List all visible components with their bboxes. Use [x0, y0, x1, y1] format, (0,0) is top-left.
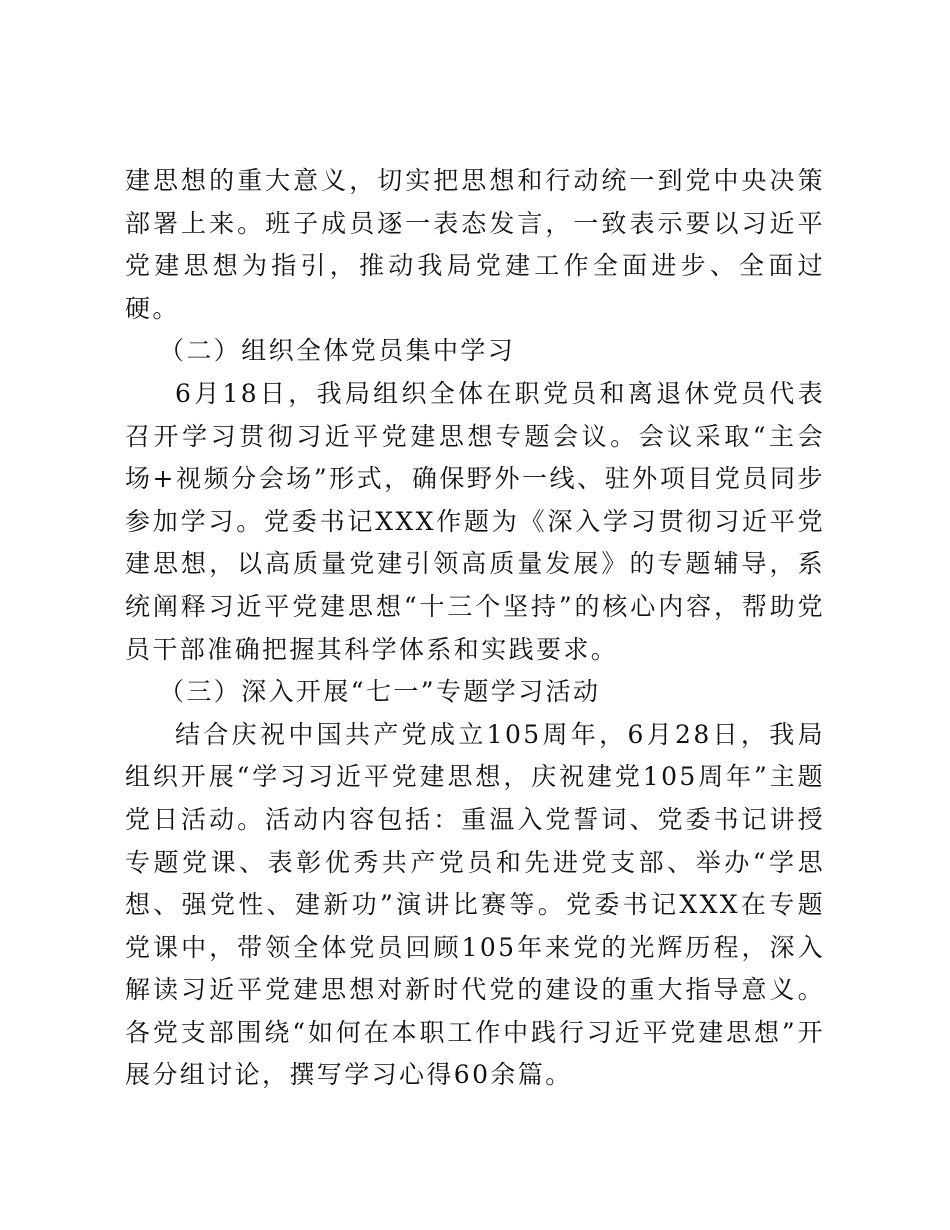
document-body — [125, 160, 825, 1097]
paragraph-july-first-activity: 结合庆祝中国共产党成立105周年，6月28日，我局组织开展“学习习近平党建思想，庆祝建党105周年”主题党日活动。活动内容包括：重温入党誓词、党委书记讲授专题党课、表彰优秀共产党员和先进党支部、举办“学思想、强党性、建新功”演讲比赛等。党委书记XXX在专题党课中，带领全体党员回顾105年来党的光辉历程，深入解读习近平党建思想对新时代党的建设的重大指导意义。各党支部围绕“如何在本职工作中践行习近平党建思想”开展分组讨论，撰写学习心得60余篇。 — [125, 719, 825, 1090]
paragraph-continuation: 建思想的重大意义，切实把思想和行动统一到党中央决策部署上来。班子成员逐一表态发言，一致表示要以习近平党建思想为指引，推动我局党建工作全面进步、全面过硬。 — [125, 166, 825, 323]
section-heading-2: （二）组织全体党员集中学习 — [159, 336, 516, 366]
paragraph-group-study: 6月18日，我局组织全体在职党员和离退休党员代表召开学习贯彻习近平党建思想专题会议。会议采取“主会场+视频分会场”形式，确保野外一线、驻外项目党员同步参加学习。党委书记XXX作题为《深入学习贯彻习近平党建思想，以高质量党建引领高质量发展》的专题辅导，系统阐释习近平党建思想“十三个坚持”的核心内容，帮助党员干部准确把握其科学体系和实践要求。 — [125, 378, 825, 664]
section-heading-3: （三）深入开展“七一”专题学习活动 — [159, 677, 601, 707]
